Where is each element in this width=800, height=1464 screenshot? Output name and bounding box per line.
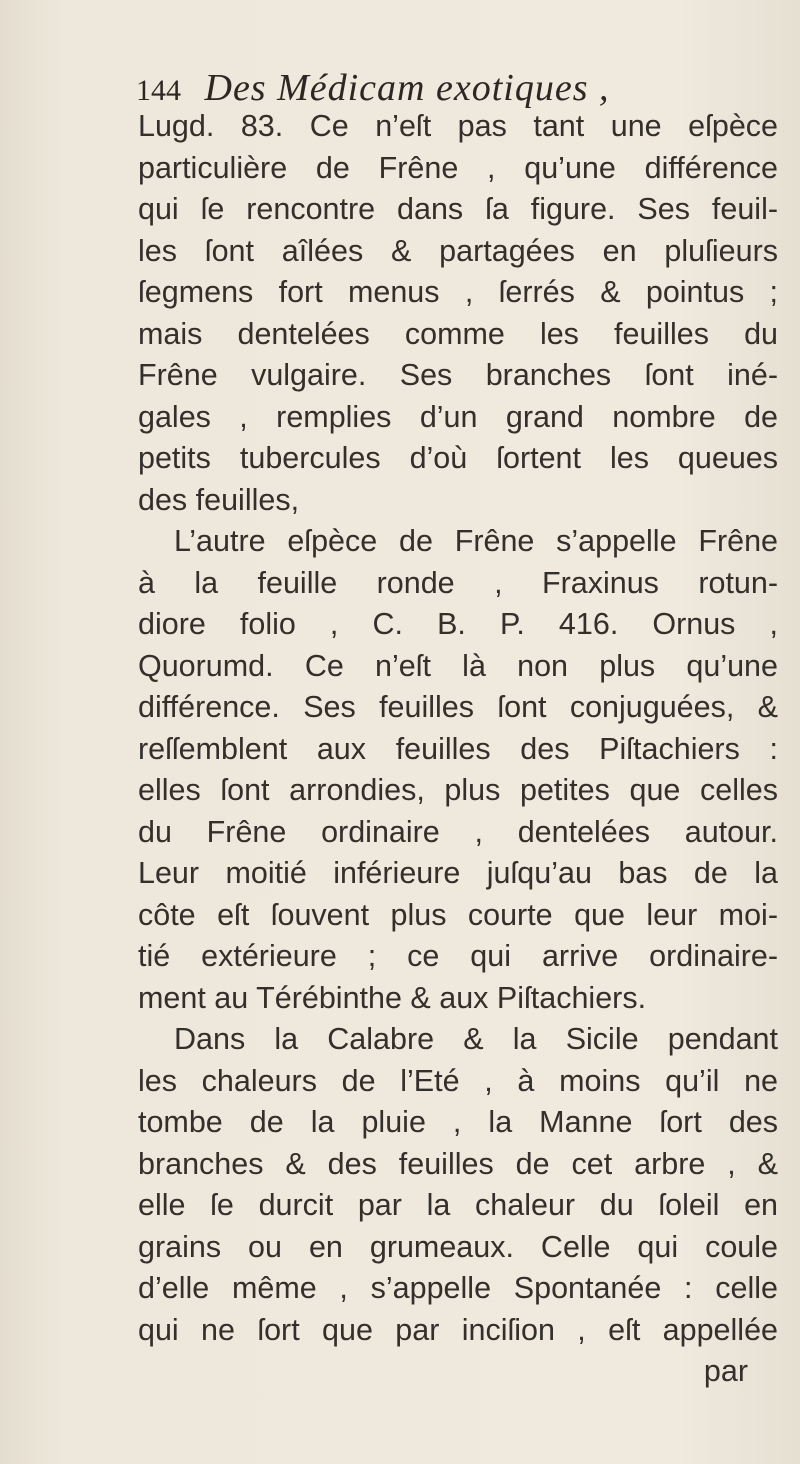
text-line: les ſont aîlées & partagées en pluſieurs <box>138 233 778 268</box>
page-number: 144 <box>136 74 181 107</box>
running-title: Des Médicam exotiques , <box>204 67 610 109</box>
text-line: petits tubercules d’où ſortent les queues <box>138 441 778 475</box>
text-line: elle ſe durcit par la chaleur du ſoleil en <box>138 1188 778 1222</box>
text-line: branches & des feuilles de cet arbre , & <box>138 1146 778 1181</box>
text-line: Quorumd. Ce n’eſt là non plus qu’une <box>138 648 778 683</box>
text-line: mais dentelées comme les feuilles du <box>138 316 778 351</box>
text-line: Frêne vulgaire. Ses branches ſont iné- <box>138 358 778 392</box>
text-line: des feuilles, <box>138 482 300 517</box>
text-line: Dans la Calabre & la Sicile pendant <box>174 1022 778 1056</box>
text-line: qui ſe rencontre dans ſa figure. Ses feuil- <box>138 192 778 226</box>
text-line: ment au Térébinthe & aux Piſtachiers. <box>138 980 647 1015</box>
text-line: grains ou en grumeaux. Celle qui coule <box>138 1229 778 1264</box>
body-text <box>138 106 778 1393</box>
text-line: Leur moitié inférieure juſqu’au bas de la <box>138 856 778 890</box>
text-line: tombe de la pluie , la Manne ſort des <box>138 1105 778 1139</box>
text-line: à la feuille ronde , Fraxinus rotun- <box>138 565 778 600</box>
text-line: les chaleurs de l’Eté , à moins qu’il ne <box>138 1063 778 1098</box>
text-line: d’elle même , s’appelle Spontanée : celle <box>138 1271 778 1305</box>
text-line: qui ne ſort que par inciſion , eſt appellée <box>138 1312 778 1347</box>
text-line: différence. Ses feuilles ſont conjuguées, & <box>138 690 778 724</box>
text-line: diore folio , C. B. P. 416. Ornus , <box>138 607 778 641</box>
text-line: elles ſont arrondies, plus petites que celles <box>138 773 778 807</box>
text-line: côte eſt ſouvent plus courte que leur moi- <box>138 897 778 932</box>
text-line: gales , remplies d’un grand nombre de <box>138 399 778 434</box>
text-line: particulière de Frêne , qu’une différence <box>138 150 778 185</box>
text-line: Lugd. 83. Ce n’eſt pas tant une eſpèce <box>138 109 778 143</box>
text-line: tié extérieure ; ce qui arrive ordinaire- <box>138 939 778 973</box>
text-line: ſegmens fort menus , ſerrés & pointus ; <box>138 275 778 309</box>
text-line: reſſemblent aux feuilles des Piſtachiers : <box>138 731 778 766</box>
text-line: L’autre eſpèce de Frêne s’appelle Frêne <box>174 524 778 558</box>
text-line: du Frêne ordinaire , dentelées autour. <box>138 814 778 849</box>
catchword: par <box>703 1354 748 1388</box>
